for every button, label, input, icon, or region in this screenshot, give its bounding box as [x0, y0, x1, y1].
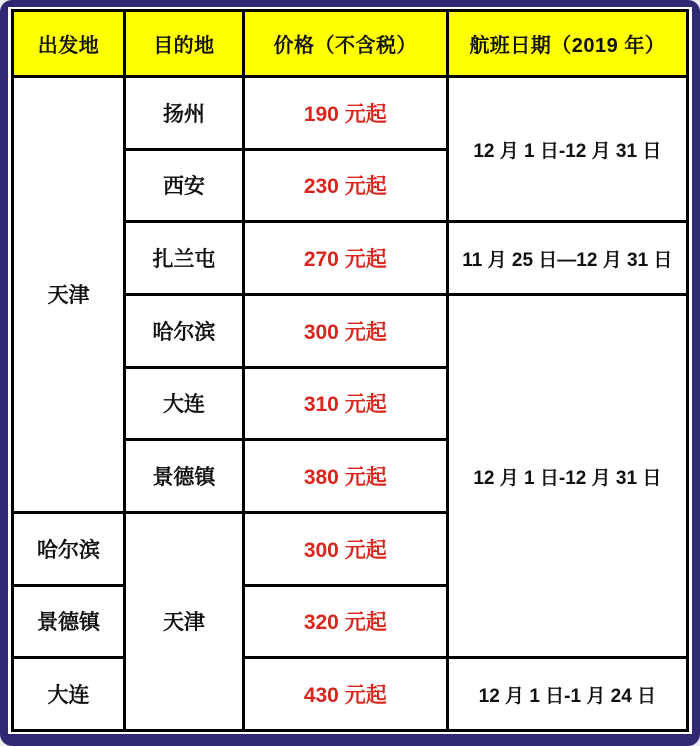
cell-date: 12 月 1 日-1 月 24 日: [447, 658, 687, 731]
cell-destination: 扎兰屯: [125, 222, 244, 295]
cell-destination-tianjin: 天津: [125, 512, 244, 730]
table-row: [13, 77, 688, 150]
cell-price: 300 元起: [243, 294, 447, 367]
cell-price: 270 元起: [243, 222, 447, 295]
header-departure: 出发地: [13, 11, 125, 77]
table-header: [13, 11, 688, 77]
table-body: [13, 77, 688, 731]
cell-from: 景德镇: [13, 585, 125, 658]
cell-price: 430 元起: [243, 658, 447, 731]
header-destination: 目的地: [125, 11, 244, 77]
cell-from-tianjin: 天津: [13, 77, 125, 513]
table-background: [8, 7, 692, 734]
cell-date: 11 月 25 日—12 月 31 日: [447, 222, 687, 295]
cell-destination: 哈尔滨: [125, 294, 244, 367]
cell-price: 310 元起: [243, 367, 447, 440]
cell-price: 190 元起: [243, 77, 447, 150]
flight-price-table: [11, 9, 689, 732]
cell-from: 大连: [13, 658, 125, 731]
table-row: [13, 658, 688, 731]
cell-destination: 大连: [125, 367, 244, 440]
header-flight-date: 航班日期（2019 年）: [447, 11, 687, 77]
cell-destination: 扬州: [125, 77, 244, 150]
cell-price: 300 元起: [243, 512, 447, 585]
cell-destination: 西安: [125, 149, 244, 222]
cell-date: 12 月 1 日-12 月 31 日: [447, 294, 687, 657]
cell-price: 230 元起: [243, 149, 447, 222]
cell-date: 12 月 1 日-12 月 31 日: [447, 77, 687, 222]
cell-destination: 景德镇: [125, 440, 244, 513]
header-price: 价格（不含税）: [243, 11, 447, 77]
header-row: [13, 11, 688, 77]
cell-from: 哈尔滨: [13, 512, 125, 585]
cell-price: 320 元起: [243, 585, 447, 658]
cell-price: 380 元起: [243, 440, 447, 513]
